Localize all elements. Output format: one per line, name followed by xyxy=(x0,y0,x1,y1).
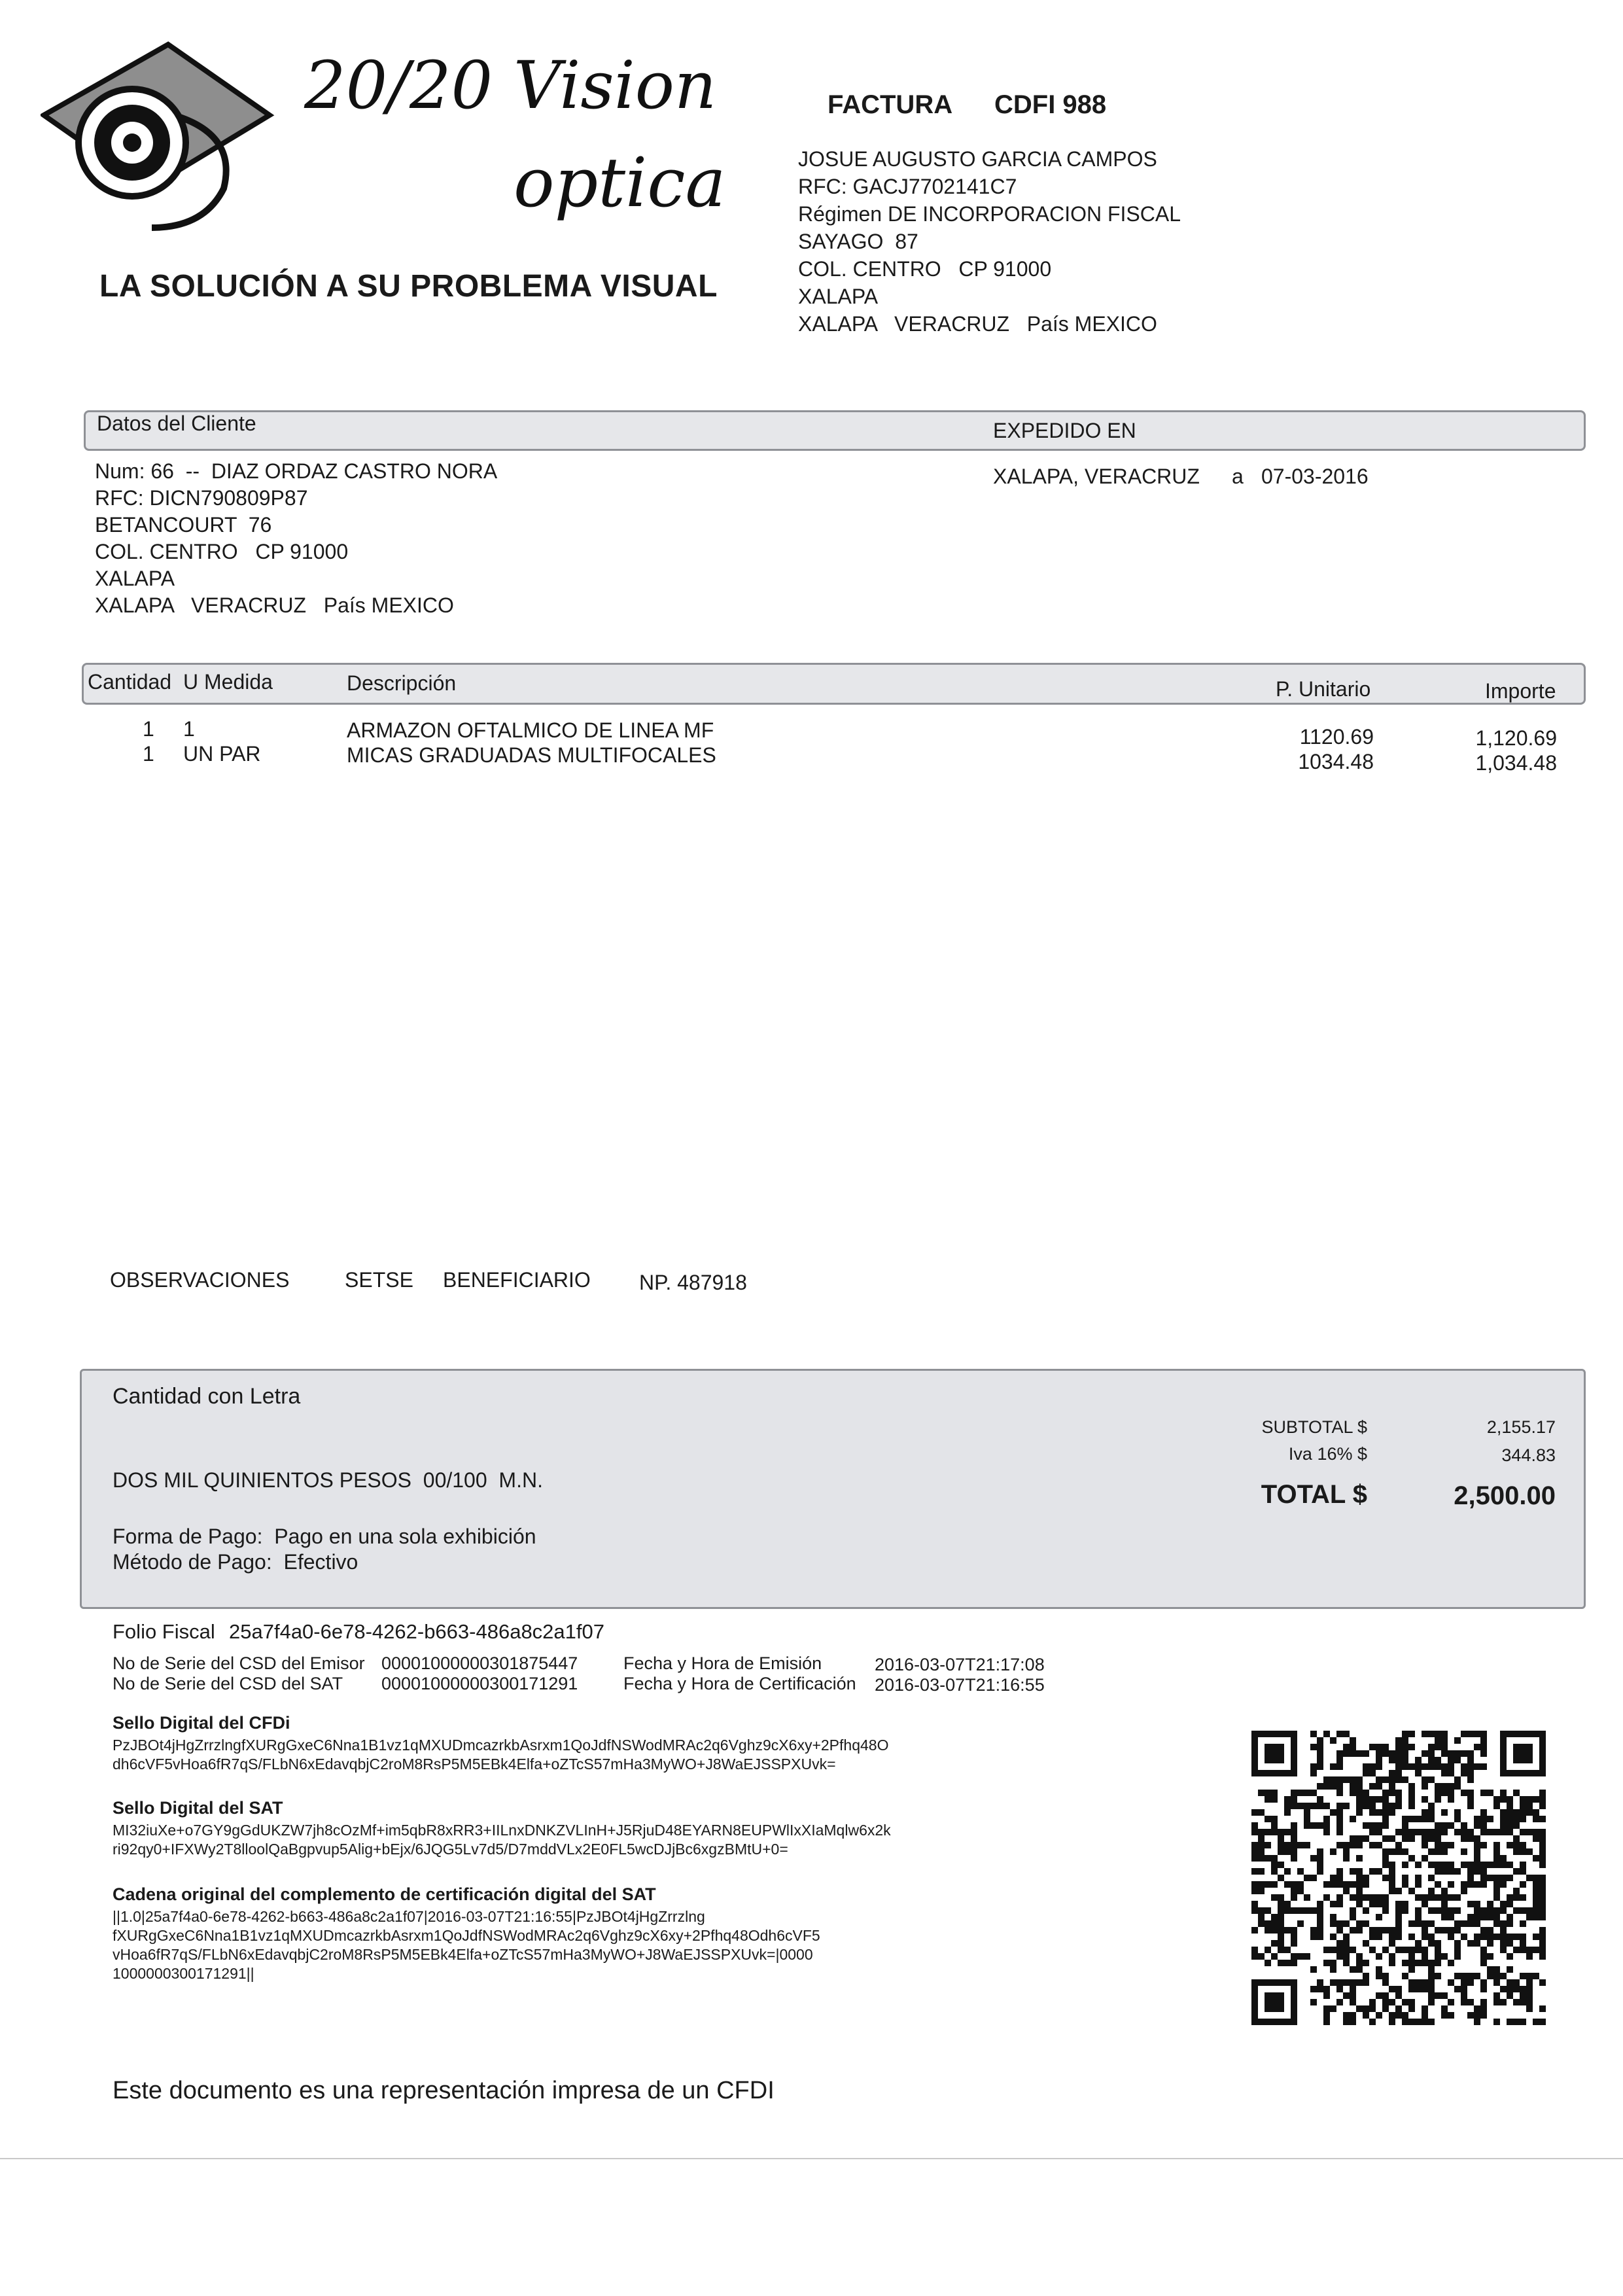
sello-sat-title: Sello Digital del SAT xyxy=(113,1798,283,1818)
row-descripcion: MICAS GRADUADAS MULTIFOCALES xyxy=(347,743,716,767)
col-header-descripcion: Descripción xyxy=(347,671,457,695)
row-unidad: UN PAR xyxy=(183,742,261,766)
iva-value: 344.83 xyxy=(1501,1445,1556,1465)
expedido-a: a xyxy=(1232,465,1244,488)
cadena-line: 1000000300171291|| xyxy=(113,1965,254,1982)
total-label: TOTAL $ xyxy=(1261,1480,1367,1509)
row-unitario: 1120.69 xyxy=(1299,725,1374,749)
emision-label: Fecha y Hora de Emisión xyxy=(623,1653,822,1673)
brand-name-top: 20/20 Vision xyxy=(304,47,717,124)
folio-value: 25a7f4a0-6e78-4262-b663-486a8c2a1f07 xyxy=(229,1620,604,1643)
client-line: XALAPA xyxy=(95,567,175,590)
sello-cfdi-line: PzJBOt4jHgZrrzlngfXURgGxeC6Nna1B1vz1qMXUDmcazrkbAsrxm1QoJdfNSWodMRAc2q6Vghz9cX6xy+2Pfhq48O xyxy=(113,1737,889,1754)
cadena-title: Cadena original del complemento de certificación digital del SAT xyxy=(113,1884,656,1904)
certificacion-value: 2016-03-07T21:16:55 xyxy=(875,1675,1045,1695)
client-line: Num: 66 -- DIAZ ORDAZ CASTRO NORA xyxy=(95,459,498,483)
sello-cfdi-title: Sello Digital del CFDi xyxy=(113,1713,290,1733)
emision-value: 2016-03-07T21:17:08 xyxy=(875,1655,1045,1674)
issuer-block xyxy=(798,145,1181,338)
client-line: RFC: DICN790809P87 xyxy=(95,486,308,510)
forma-pago: Forma de Pago: Pago en una sola exhibición xyxy=(113,1525,536,1548)
csd-sat-label: No de Serie del CSD del SAT xyxy=(113,1674,343,1693)
issuer-line: JOSUE AUGUSTO GARCIA CAMPOS xyxy=(798,147,1157,171)
doc-type: FACTURA xyxy=(828,90,953,119)
page-divider xyxy=(0,2158,1623,2159)
client-section-title: Datos del Cliente xyxy=(97,412,256,435)
brand-name-bottom: optica xyxy=(514,143,726,222)
col-header-importe: Importe xyxy=(1485,679,1556,703)
client-line: BETANCOURT 76 xyxy=(95,513,272,537)
observaciones-value-1: SETSE xyxy=(345,1268,413,1292)
col-header-cantidad: Cantidad xyxy=(88,670,172,694)
client-section-bar xyxy=(84,410,1586,451)
issuer-line: XALAPA xyxy=(798,285,879,308)
issuer-line: RFC: GACJ7702141C7 xyxy=(798,175,1017,198)
cadena-line: ||1.0|25a7f4a0-6e78-4262-b663-486a8c2a1f07|2016-03-07T21:16:55|PzJBOt4jHgZrrzlng xyxy=(113,1908,705,1925)
csd-emisor-label: No de Serie del CSD del Emisor xyxy=(113,1653,365,1673)
row-cantidad: 1 xyxy=(143,717,154,741)
observaciones-value-3: NP. 487918 xyxy=(639,1271,747,1294)
cadena-line: fXURgGxeC6Nna1B1vz1qMXUDmcazrkbAsrxm1QoJdfNSWodMRAc2q6Vghz9cX6xy+2Pfhq48Odh6cVF5 xyxy=(113,1927,820,1944)
subtotal-label: SUBTOTAL $ xyxy=(1261,1417,1367,1437)
iva-label: Iva 16% $ xyxy=(1288,1444,1367,1464)
qr-code xyxy=(1251,1731,1546,2025)
row-unidad: 1 xyxy=(183,717,195,741)
observaciones-label: OBSERVACIONES xyxy=(110,1268,290,1292)
row-descripcion: ARMAZON OFTALMICO DE LINEA MF xyxy=(347,718,714,742)
observaciones-value-2: BENEFICIARIO xyxy=(443,1268,591,1292)
expedido-title: EXPEDIDO EN xyxy=(993,419,1136,442)
brand-slogan: LA SOLUCIÓN A SU PROBLEMA VISUAL xyxy=(99,269,718,304)
row-cantidad: 1 xyxy=(143,742,154,766)
issuer-line: COL. CENTRO CP 91000 xyxy=(798,257,1052,281)
certificacion-label: Fecha y Hora de Certificación xyxy=(623,1674,856,1693)
expedido-place: XALAPA, VERACRUZ xyxy=(993,465,1200,488)
metodo-pago: Método de Pago: Efectivo xyxy=(113,1550,358,1574)
issuer-line: Régimen DE INCORPORACION FISCAL xyxy=(798,202,1181,226)
cadena-line: vHoa6fR7qS/FLbN6xEdavqbjC2roM8RsP5M5EBk4Elfa+oZTcS57mHa3MyWO+J8WaEJSSPXUvk=|0000 xyxy=(113,1946,813,1963)
expedido-date: 07-03-2016 xyxy=(1261,465,1369,488)
folio-label: Folio Fiscal xyxy=(113,1620,215,1643)
brand-wordmark xyxy=(298,46,742,242)
total-value: 2,500.00 xyxy=(1454,1481,1556,1510)
row-importe: 1,120.69 xyxy=(1475,726,1557,750)
row-unitario: 1034.48 xyxy=(1298,750,1374,773)
sello-cfdi-line: dh6cVF5vHoa6fR7qS/FLbN6xEdavqbjC2roM8RsP5M5EBk4Elfa+oZTcS57mHa3MyWO+J8WaEJSSPXUvk= xyxy=(113,1756,836,1773)
doc-number: CDFI 988 xyxy=(994,90,1107,119)
csd-sat-value: 00001000000300171291 xyxy=(381,1674,578,1693)
letra-label: Cantidad con Letra xyxy=(113,1384,301,1409)
footer-note: Este documento es una representación impresa de un CFDI xyxy=(113,2077,775,2104)
issuer-line: SAYAGO 87 xyxy=(798,230,918,253)
sello-sat-line: ri92qy0+IFXWy2T8lloolQaBgpvup5Alig+bEjx/6JQG5Lv7d5/D7mddVLx2E0FL5wcDJjBc6xgzBMtU+0= xyxy=(113,1841,788,1858)
brand-logo-eye xyxy=(41,38,276,234)
sello-sat-line: MI32iuXe+o7GY9gGdUKZW7jh8cOzMf+im5qbR8xRR3+IILnxDNKZVLInH+J5RjuD48EYARN8EUPWlIxXIaMqlw6x2k xyxy=(113,1822,891,1839)
row-importe: 1,034.48 xyxy=(1475,751,1557,775)
issuer-line: XALAPA VERACRUZ País MEXICO xyxy=(798,312,1157,336)
col-header-unitario: P. Unitario xyxy=(1276,677,1371,701)
csd-emisor-value: 00001000000301875447 xyxy=(381,1653,578,1673)
col-header-unidad: U Medida xyxy=(183,670,273,694)
letra-value: DOS MIL QUINIENTOS PESOS 00/100 M.N. xyxy=(113,1468,543,1492)
client-block xyxy=(95,458,497,619)
client-line: COL. CENTRO CP 91000 xyxy=(95,540,349,563)
client-line: XALAPA VERACRUZ País MEXICO xyxy=(95,593,454,617)
subtotal-value: 2,155.17 xyxy=(1486,1417,1556,1437)
